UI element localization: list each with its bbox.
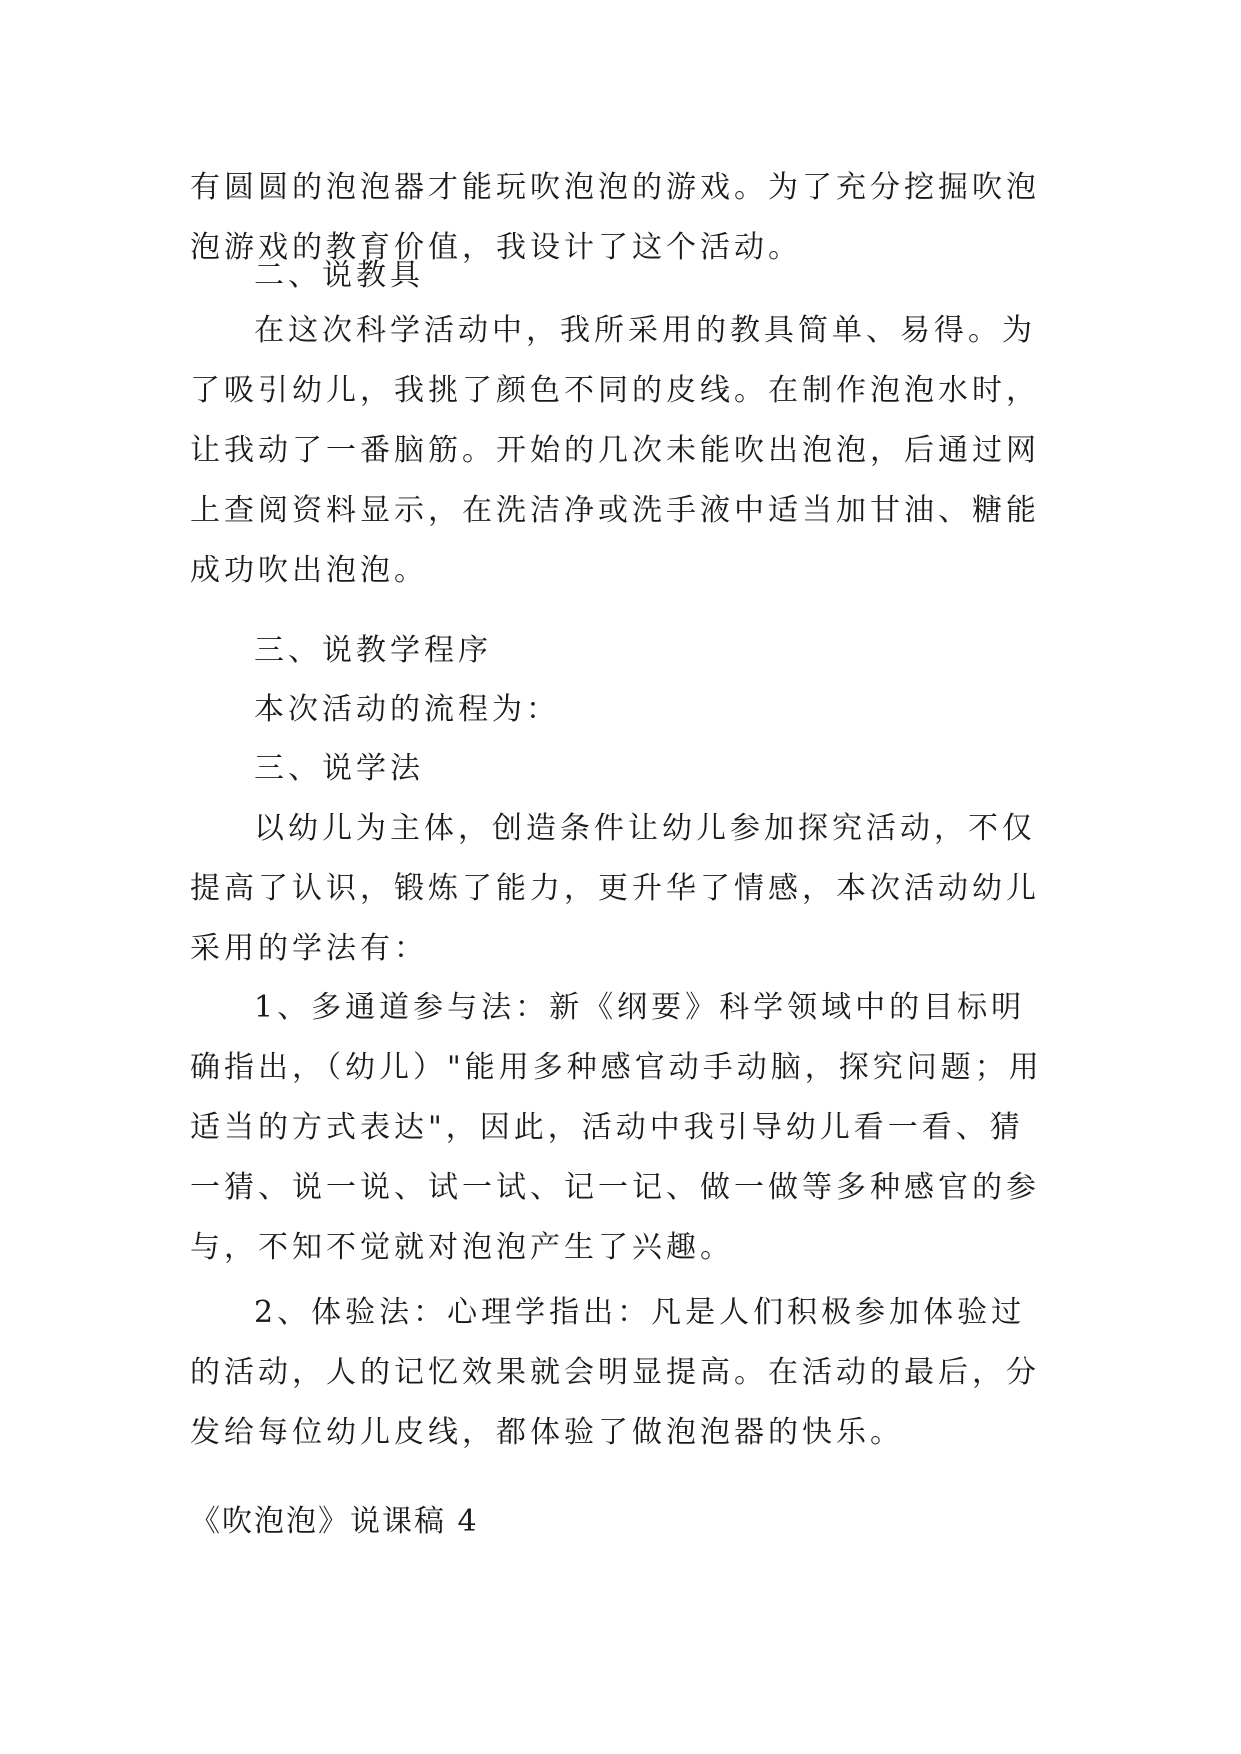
section-title: 《吹泡泡》说课稿 4 bbox=[190, 1504, 479, 1539]
heading-teaching-procedure: 三、说教学程序 bbox=[254, 633, 492, 668]
heading-teaching-aids: 二、说教具 bbox=[254, 258, 424, 293]
heading-learning-methods: 三、说学法 bbox=[254, 751, 424, 786]
paragraph-learning-methods: 以幼儿为主体，创造条件让幼儿参加探究活动，不仅提高了认识，锻炼了能力，更升华了情感，本次活动幼儿采用的学法有： bbox=[190, 811, 1040, 966]
paragraph-method-1: 1、多通道参与法：新《纲要》科学领域中的目标明确指出，（幼儿）"能用多种感官动手动脑，探究问题；用适当的方式表达"，因此，活动中我引导幼儿看一看、猜一猜、说一说、试一试、记一记、做一做等多种感官的参与，不知不觉就对泡泡产生了兴趣。 bbox=[190, 990, 1043, 1265]
paragraph-teaching-aids: 在这次科学活动中，我所采用的教具简单、易得。为了吸引幼儿，我挑了颜色不同的皮线。在制作泡泡水时，让我动了一番脑筋。开始的几次未能吹出泡泡，后通过网上查阅资料显示，在洗洁净或洗手液中适当加甘油、糖能成功吹出泡泡。 bbox=[190, 313, 1040, 588]
paragraph-method-2: 2、体验法：心理学指出：凡是人们积极参加体验过的活动，人的记忆效果就会明显提高。在活动的最后，分发给每位幼儿皮线，都体验了做泡泡器的快乐。 bbox=[190, 1295, 1040, 1450]
paragraph-procedure: 本次活动的流程为： bbox=[254, 692, 560, 727]
paragraph-intro-continued: 有圆圆的泡泡器才能玩吹泡泡的游戏。为了充分挖掘吹泡泡游戏的教育价值，我设计了这个活动。 bbox=[190, 170, 1040, 265]
